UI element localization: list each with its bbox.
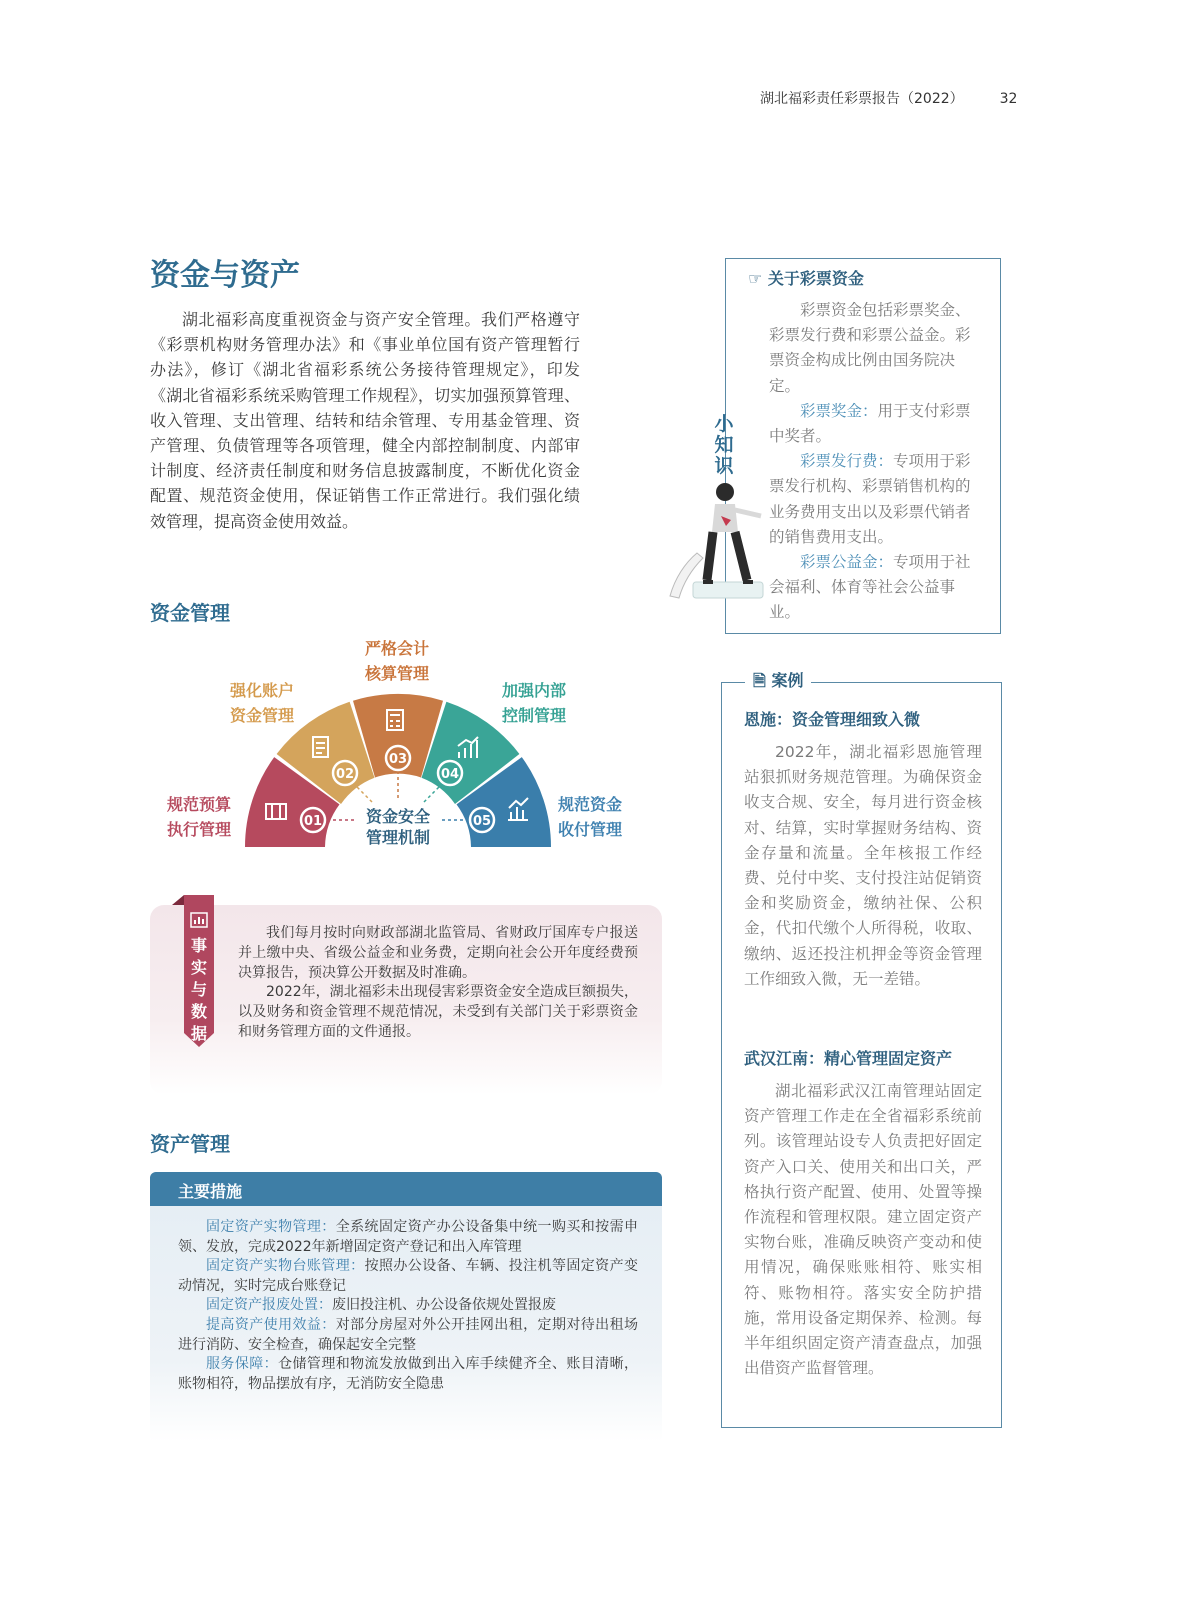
num-01: 01 [303,814,323,829]
running-header [760,88,1017,108]
case-text-1: 2022年，湖北福彩恩施管理站狠抓财务规范管理。为确保资金收支合规、安全，每月进行资金核对、结算，实时掌握财务结构、资金存量和流量。全年核报工作经费、兑付中奖、支付投注站促销资金和奖励资金，缴纳社保、公积金，代扣代缴个人所得税，收取、缴纳、返还投注机押金等资金管理工作细致入微，无一差错。 [744,743,982,988]
knowledge-item: 彩票公益金：专项用于社会福利、体育等社会公益事业。 [769,553,971,622]
knowledge-item: 彩票奖金：用于支付彩票中奖者。 [769,401,971,446]
measure-item: 服务保障：仓储管理和物流发放做到出入库手续健齐全、账目清晰，账物相符，物品摆放有序，无消防安全隐患 [178,1356,639,1392]
person-on-books-illustration [665,478,770,603]
case-text-2: 湖北福彩武汉江南管理站固定资产管理工作走在全省福彩系统前列。该管理站设专人负责把好固定资产入口关、使用关和出口关，严格执行资产配置、使用、处置等操作流程和管理权限。建立固定资产实物台账，准确反映资产变动和使用情况，确保账账相符、账实相符、账物相符。落实安全防护措施，常用设备定期保养、检测。每半年组织固定资产清查盘点，加强出借资产监督管理。 [744,1082,982,1378]
facts-p1: 我们每月按时向财政部湖北监管局、省财政厅国库专户报送并上缴中央、省级公益金和业务费，定期向社会公开年度经费预决算报告，预决算公开数据及时准确。 [238,925,638,981]
knowledge-side-label: 小知识 [714,413,734,477]
fund-item-01-label: 规范预算 执行管理 [167,795,232,839]
facts-p2: 2022年，湖北福彩未出现侵害彩票资金安全造成巨额损失，以及财务和资金管理不规范情况，未受到有关部门关于彩票资金和财务管理方面的文件通报。 [238,984,638,1040]
num-05: 05 [472,814,492,829]
fund-item-03-label: 严格会计 核算管理 [365,639,430,683]
knowledge-intro: 彩票资金包括彩票奖金、彩票发行费和彩票公益金。彩票资金构成比例由国务院决定。 [769,301,971,395]
document-icon: 🗎 [753,671,766,690]
pointing-hand-icon: ☞ [748,269,763,288]
case-heading: 🗎 案例 [745,668,811,697]
intro-paragraph: 湖北福彩高度重视资金与资产安全管理。我们严格遵守《彩票机构财务管理办法》和《事业单位国有资产管理暂行办法》，修订《湖北省福彩系统公务接待管理规定》，印发《湖北省福彩系统采购管理工作规程》，切实加强预算管理、收入管理、支出管理、结转和结余管理、专用基金管理、资产管理、负债管理等各项管理，健全内部控制制度、内部审计制度、经济责任制度和财务信息披露制度，不断优化资金配置、规范资金使用，保证销售工作正常进行。我们强化绩效管理，提高资金使用效益。 [150,310,580,531]
measures-list [178,1218,638,1394]
page-title: 资金与资产 [150,258,300,293]
report-title: 湖北福彩责任彩票报告（2022） [760,91,964,107]
case-title-2: 武汉江南：精心管理固定资产 [744,1049,953,1068]
measure-item: 固定资产实物管理：全系统固定资产办公设备集中统一购买和按需申领、发放，完成2022年新增固定资产登记和出入库管理 [178,1219,639,1255]
measure-item: 固定资产报废处置：废旧投注机、办公设备依规处置报废 [206,1297,556,1314]
fund-item-02-label: 强化账户 资金管理 [230,681,295,725]
fund-item-05-label: 规范资金 收付管理 [558,795,623,839]
facts-label: 事实与数据 [190,936,207,1043]
fund-section-heading: 资金管理 [150,601,230,625]
case-title-1: 恩施：资金管理细致入微 [744,710,921,729]
num-02: 02 [335,767,355,782]
measure-item: 固定资产实物台账管理：按照办公设备、车辆、投注机等固定资产变动情况，实时完成台账登记 [178,1258,639,1294]
bar-chart-icon [190,912,208,928]
num-04: 04 [440,767,460,782]
measure-item: 提高资产使用效益：对部分房屋对外公开挂网出租，定期对待出租场进行消防、安全检查，确保起安全完整 [178,1316,639,1353]
asset-section-heading: 资产管理 [150,1132,230,1156]
measures-title: 主要措施 [178,1182,243,1201]
knowledge-heading: ☞ 关于彩票资金 [748,269,864,288]
num-03: 03 [388,752,408,767]
center-label-line2: 管理机制 [365,828,431,847]
facts-text [238,924,638,1043]
knowledge-item: 彩票发行费：专项用于彩票发行机构、彩票销售机构的业务费用支出以及彩票代销者的销售费用支出。 [769,452,971,546]
knowledge-body [769,298,979,626]
ribbon-fold [172,895,184,905]
page-number: 32 [999,91,1018,107]
center-label-line1: 资金安全 [365,807,431,826]
fund-item-04-label: 加强内部 控制管理 [502,681,567,725]
